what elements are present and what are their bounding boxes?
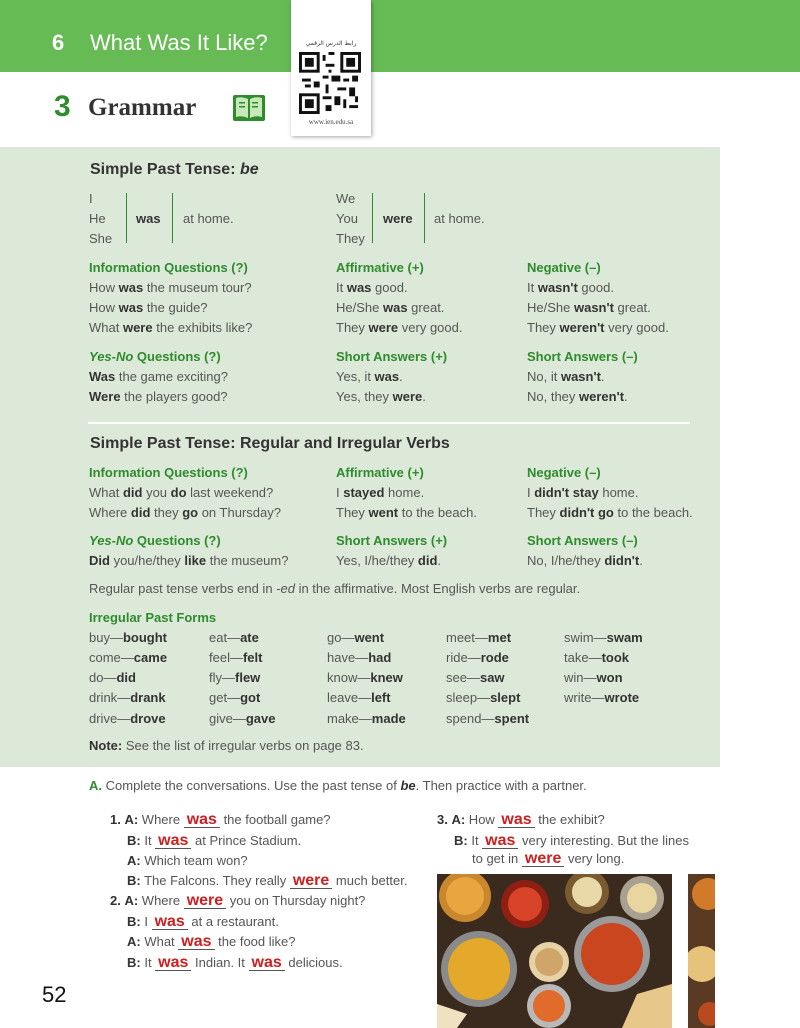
unit-title: What Was It Like? (90, 30, 268, 55)
exercise-2-line-2: B: I was at a restaurant. (127, 913, 279, 930)
answer-blank[interactable]: was (155, 955, 191, 971)
be-san-line-1: No, it wasn't. (527, 369, 605, 384)
be-yn-line-2: Were the players good? (89, 389, 228, 404)
section-title: Grammar (88, 94, 197, 121)
indian-food-photo (437, 874, 672, 1028)
reg-rule: Regular past tense verbs end in -ed in the affirmative. Most English verbs are regular. (89, 581, 581, 596)
be-title: Simple Past Tense: be (90, 161, 259, 178)
reg-yn-heading: Yes-No Questions (?) (89, 533, 221, 548)
exercise-3-line-1: 3. A: How was the exhibit? (437, 811, 605, 828)
answer-blank[interactable]: was (155, 833, 191, 849)
be-info-line-3: What were the exhibits like? (89, 320, 253, 335)
exercise-3-line-2: B: It was very interesting. But the lines (454, 832, 689, 849)
be-neg-line-2: He/She wasn't great. (527, 300, 651, 315)
irr-verb: do—did (89, 670, 136, 685)
be-neg-heading: Negative (–) (527, 260, 601, 275)
irr-verb: give—gave (209, 711, 276, 726)
reg-san-heading: Short Answers (–) (527, 533, 638, 548)
be-left-subject-2: He (89, 211, 106, 226)
reg-yn-line: Did you/he/they like the museum? (89, 553, 289, 568)
qr-label: رابط الدرس الرقمي (305, 40, 357, 47)
reg-aff-line-1: I stayed home. (336, 485, 425, 500)
qr-url: www.ien.edu.sa (308, 118, 354, 126)
irr-verb: drive—drove (89, 711, 166, 726)
be-right-subject-3: They (336, 231, 365, 246)
qr-card[interactable] (291, 0, 371, 136)
be-aff-line-1: It was good. (336, 280, 408, 295)
reg-info-line-1: What did you do last weekend? (89, 485, 274, 500)
qr-code-icon[interactable] (299, 52, 361, 114)
reg-info-line-2: Where did they go on Thursday? (89, 505, 281, 520)
exercise-2-line-1: 2. A: Where were you on Thursday night? (110, 892, 366, 909)
reg-aff-line-2: They went to the beach. (336, 505, 477, 520)
irr-verb: feel—felt (209, 650, 263, 665)
irr-verb: take—took (564, 650, 630, 665)
be-right-rest: at home. (434, 211, 485, 226)
irr-heading: Irregular Past Forms (89, 610, 217, 625)
page-number: 52 (42, 982, 67, 1007)
reg-neg-line-1: I didn't stay home. (527, 485, 639, 500)
be-right-subject-2: You (336, 211, 358, 226)
answer-blank[interactable]: were (522, 851, 564, 867)
be-left-subject-1: I (89, 191, 93, 206)
be-aff-line-3: They were very good. (336, 320, 463, 335)
irr-verb: swim—swam (564, 630, 643, 645)
reg-sap-heading: Short Answers (+) (336, 533, 448, 548)
reg-san-line: No, I/he/they didn't. (527, 553, 643, 568)
reg-info-heading: Information Questions (?) (89, 465, 248, 480)
be-aff-line-2: He/She was great. (336, 300, 445, 315)
answer-blank[interactable]: was (152, 914, 188, 930)
food-photo-edge (688, 874, 715, 1028)
reg-neg-line-2: They didn't go to the beach. (527, 505, 693, 520)
be-right-verb: were (383, 211, 413, 226)
irr-verb: eat—ate (209, 630, 259, 645)
answer-blank[interactable]: was (184, 812, 220, 828)
irr-verb: get—got (209, 690, 261, 705)
irr-verb: spend—spent (446, 711, 530, 726)
be-right-divider-1 (372, 193, 373, 243)
be-info-heading: Information Questions (?) (89, 260, 248, 275)
irr-verb: drink—drank (89, 690, 166, 705)
answer-blank[interactable]: were (290, 873, 332, 889)
be-info-line-2: How was the guide? (89, 300, 208, 315)
be-left-subject-3: She (89, 231, 113, 246)
be-left-verb: was (136, 211, 161, 226)
answer-blank[interactable]: was (178, 934, 214, 950)
answer-blank[interactable]: was (498, 812, 534, 828)
exercise-instruction: A. Complete the conversations. Use the past tense of be. Then practice with a partner. (89, 778, 587, 793)
be-info-line-1: How was the museum tour? (89, 280, 252, 295)
be-aff-heading: Affirmative (+) (336, 260, 424, 275)
irr-verb: make—made (327, 711, 406, 726)
irr-verb: meet—met (446, 630, 512, 645)
answer-blank[interactable]: was (249, 955, 285, 971)
be-san-heading: Short Answers (–) (527, 349, 638, 364)
be-neg-line-3: They weren't very good. (527, 320, 669, 335)
irr-verb: know—knew (327, 670, 403, 685)
be-sap-line-1: Yes, it was. (336, 369, 403, 384)
unit-number: 6 (52, 30, 65, 55)
irr-note: Note: See the list of irregular verbs on page 83. (89, 738, 364, 753)
be-yn-heading: Yes-No Questions (?) (89, 349, 221, 364)
be-left-divider-2 (172, 193, 173, 243)
be-yn-line-1: Was the game exciting? (89, 369, 228, 384)
reg-neg-heading: Negative (–) (527, 465, 601, 480)
irr-verb: fly—flew (209, 670, 261, 685)
irr-verb: go—went (327, 630, 385, 645)
be-san-line-2: No, they weren't. (527, 389, 628, 404)
reg-aff-heading: Affirmative (+) (336, 465, 424, 480)
section-number: 3 (54, 90, 71, 123)
exercise-1-line-4: B: The Falcons. They really were much better. (127, 872, 408, 889)
answer-blank[interactable]: was (482, 833, 518, 849)
be-neg-line-1: It wasn't good. (527, 280, 614, 295)
be-left-rest: at home. (183, 211, 234, 226)
answer-blank[interactable]: were (184, 893, 226, 909)
be-right-divider-2 (424, 193, 425, 243)
reg-sap-line: Yes, I/he/they did. (336, 553, 442, 568)
irr-verb: have—had (327, 650, 392, 665)
grammar-book-icon (232, 92, 266, 122)
be-right-subject-1: We (336, 191, 356, 206)
exercise-2-line-4: B: It was Indian. It was delicious. (127, 954, 343, 971)
irr-verb: write—wrote (564, 690, 640, 705)
be-sap-line-2: Yes, they were. (336, 389, 426, 404)
exercise-1-line-2: B: It was at Prince Stadium. (127, 832, 302, 849)
exercise-2-line-3: A: What was the food like? (127, 933, 296, 950)
irr-verb: leave—left (327, 690, 391, 705)
exercise-1-line-3: A: Which team won? (127, 853, 248, 868)
be-left-divider-1 (126, 193, 127, 243)
exercise-1-line-1: 1. A: Where was the football game? (110, 811, 331, 828)
panel-divider (88, 422, 690, 424)
exercise-3-line-3: to get in were very long. (472, 850, 625, 867)
reg-title: Simple Past Tense: Regular and Irregular Verbs (90, 435, 450, 452)
irr-verb: come—came (89, 650, 168, 665)
irr-verb: sleep—slept (446, 690, 521, 705)
irr-verb: see—saw (446, 670, 505, 685)
be-sap-heading: Short Answers (+) (336, 349, 448, 364)
irr-verb: ride—rode (446, 650, 509, 665)
irr-verb: buy—bought (89, 630, 168, 645)
irr-verb: win—won (564, 670, 623, 685)
